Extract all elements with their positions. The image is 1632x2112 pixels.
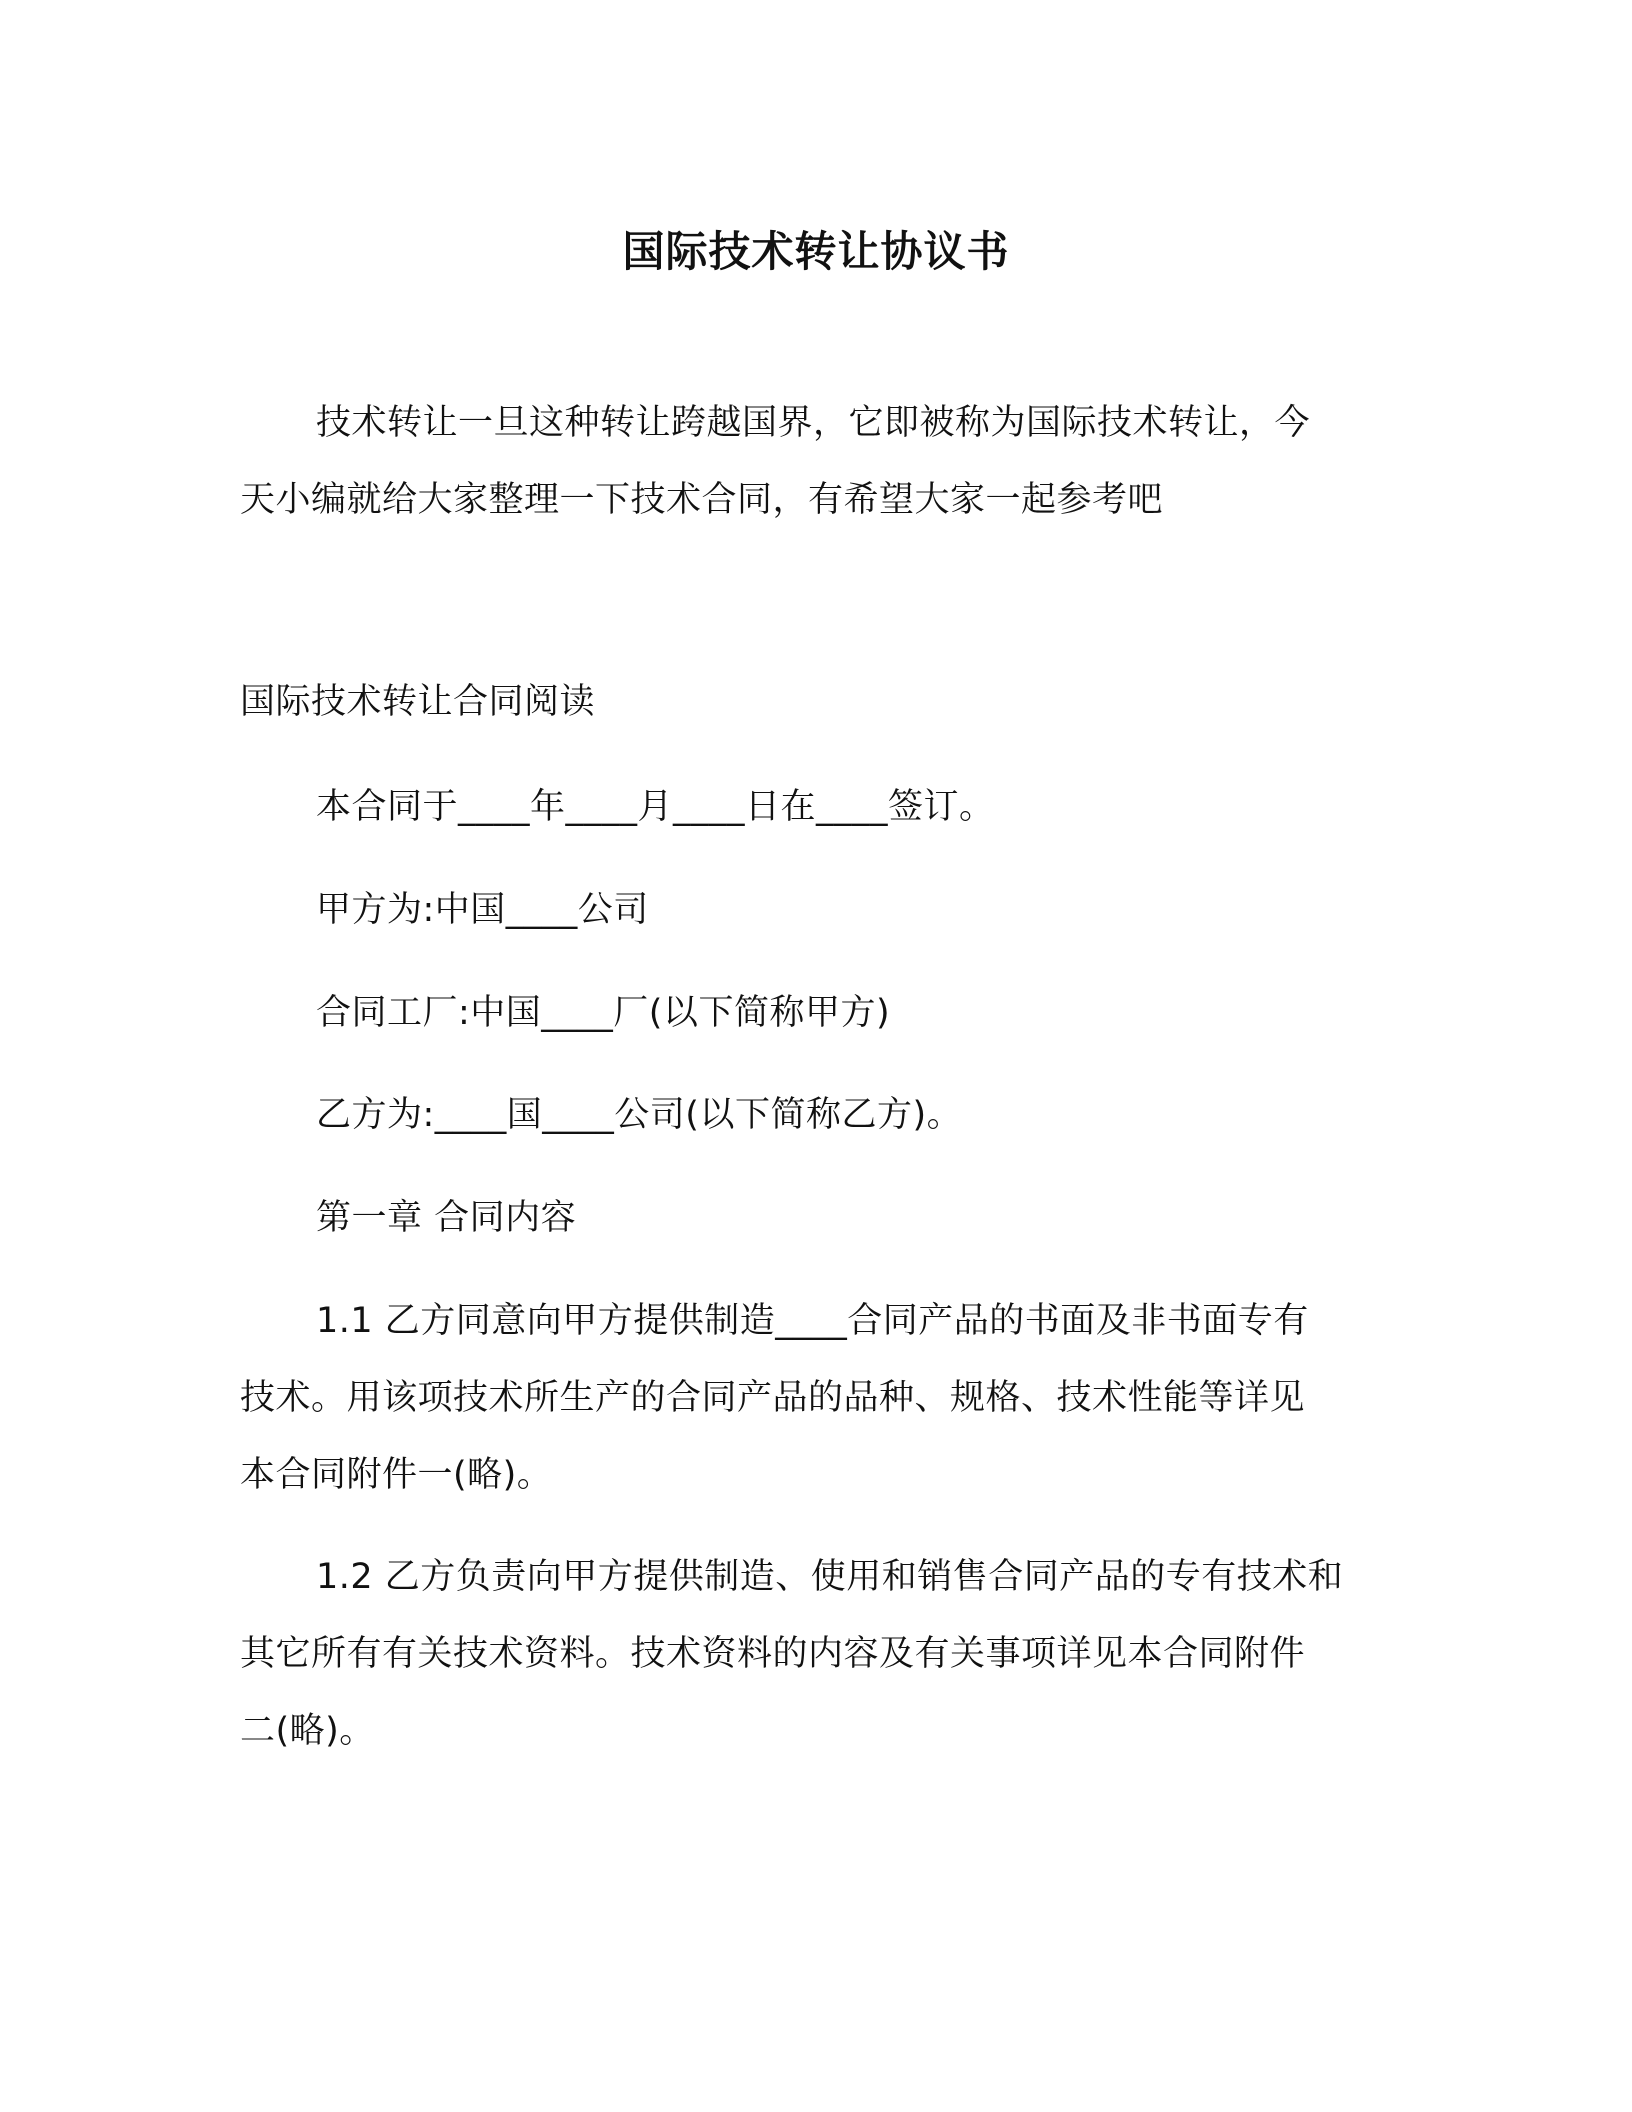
clause-1-1-line-3: 本合同附件一(略)。 — [240, 1455, 553, 1495]
clause-1-2-line-1: 1.2 乙方负责向甲方提供制造、使用和销售合同产品的专有技术和 — [316, 1557, 1344, 1597]
clause-factory: 合同工厂:中国____厂(以下简称甲方) — [316, 993, 891, 1033]
clause-party-a: 甲方为:中国____公司 — [316, 890, 649, 930]
clause-1-2-line-3: 二(略)。 — [240, 1711, 375, 1751]
section-heading: 国际技术转让合同阅读 — [240, 682, 596, 722]
clause-1-2-line-2: 其它所有有关技术资料。技术资料的内容及有关事项详见本合同附件 — [240, 1634, 1306, 1674]
clause-1-1-line-2: 技术。用该项技术所生产的合同产品的品种、规格、技术性能等详见 — [240, 1378, 1306, 1418]
clause-1-1-line-1: 1.1 乙方同意向甲方提供制造____合同产品的书面及非书面专有 — [316, 1301, 1309, 1341]
document-title: 国际技术转让协议书 — [622, 227, 1010, 276]
clause-party-b: 乙方为:____国____公司(以下简称乙方)。 — [316, 1095, 963, 1135]
intro-line-2: 天小编就给大家整理一下技术合同，有希望大家一起参考吧 — [240, 480, 1164, 520]
chapter-heading: 第一章 合同内容 — [316, 1198, 577, 1238]
clause-signing: 本合同于____年____月____日在____签订。 — [316, 787, 995, 827]
intro-line-1: 技术转让一旦这种转让跨越国界，它即被称为国际技术转让，今 — [316, 403, 1311, 443]
